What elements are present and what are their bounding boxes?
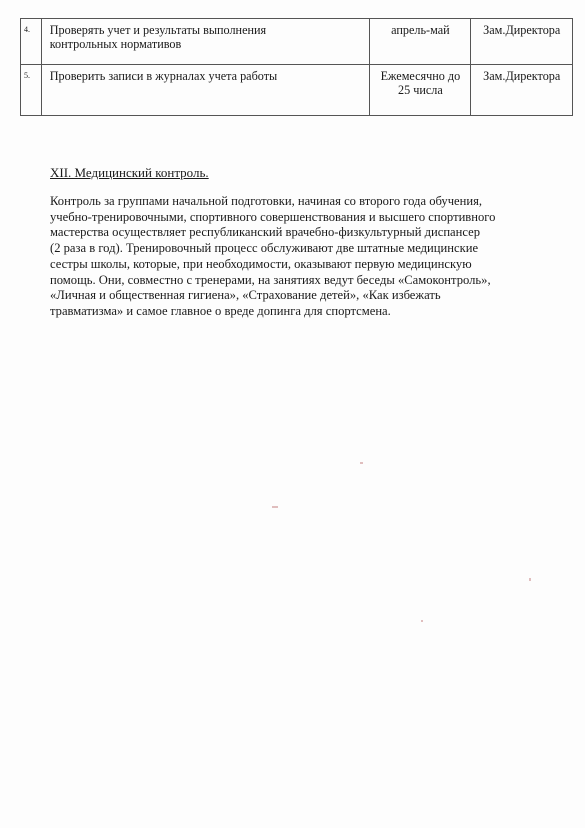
scan-speck — [360, 462, 363, 464]
paragraph-line: учебно-тренировочными, спортивного совершенствования и высшего спортивного — [50, 209, 496, 224]
responsible-cell: Зам.Директора — [471, 19, 573, 65]
task-cell — [41, 65, 370, 116]
paragraph-line: мастерства осуществляет республиканский врачебно-физкультурный диспансер — [50, 225, 481, 240]
term-cell — [370, 65, 471, 116]
responsible-cell: Зам.Директора — [471, 65, 573, 116]
table-row — [21, 65, 573, 116]
control-plan-table — [20, 18, 573, 116]
task-line: Проверять учет и результаты выполнения — [49, 23, 267, 37]
scan-speck — [272, 506, 278, 508]
paragraph-line: Контроль за группами начальной подготовки, начиная со второго года обучения, — [50, 194, 483, 208]
scan-speck — [421, 620, 423, 622]
term-line: апрель-май — [391, 23, 450, 37]
scan-speck — [529, 578, 531, 581]
term-line: 25 числа — [398, 83, 443, 97]
section-title: XII. Медицинский контроль. — [50, 165, 209, 180]
task-line: Проверить записи в журналах учета работы — [49, 69, 278, 83]
paragraph-line: помощь. Они, совместно с тренерами, на занятиях ведут беседы «Самоконтроль», — [50, 272, 491, 287]
section-paragraph — [50, 194, 570, 320]
table-row — [21, 19, 573, 65]
paragraph-line: сестры школы, которые, при необходимости, оказывают первую медицинскую — [50, 256, 472, 271]
row-number: 5. — [21, 65, 42, 116]
paragraph-line: травматизма» и самое главное о вреде допинга для спортсмена. — [50, 303, 391, 318]
term-line: Ежемесячно до — [380, 69, 461, 83]
task-cell — [41, 19, 370, 65]
paragraph-line: (2 раза в год). Тренировочный процесс обслуживают две штатные медицинские — [50, 241, 479, 256]
paragraph-line: «Личная и общественная гигиена», «Страхование детей», «Как избежать — [50, 288, 441, 303]
task-line: контрольных нормативов — [49, 37, 182, 51]
term-cell — [370, 19, 471, 65]
row-number: 4. — [21, 19, 42, 65]
